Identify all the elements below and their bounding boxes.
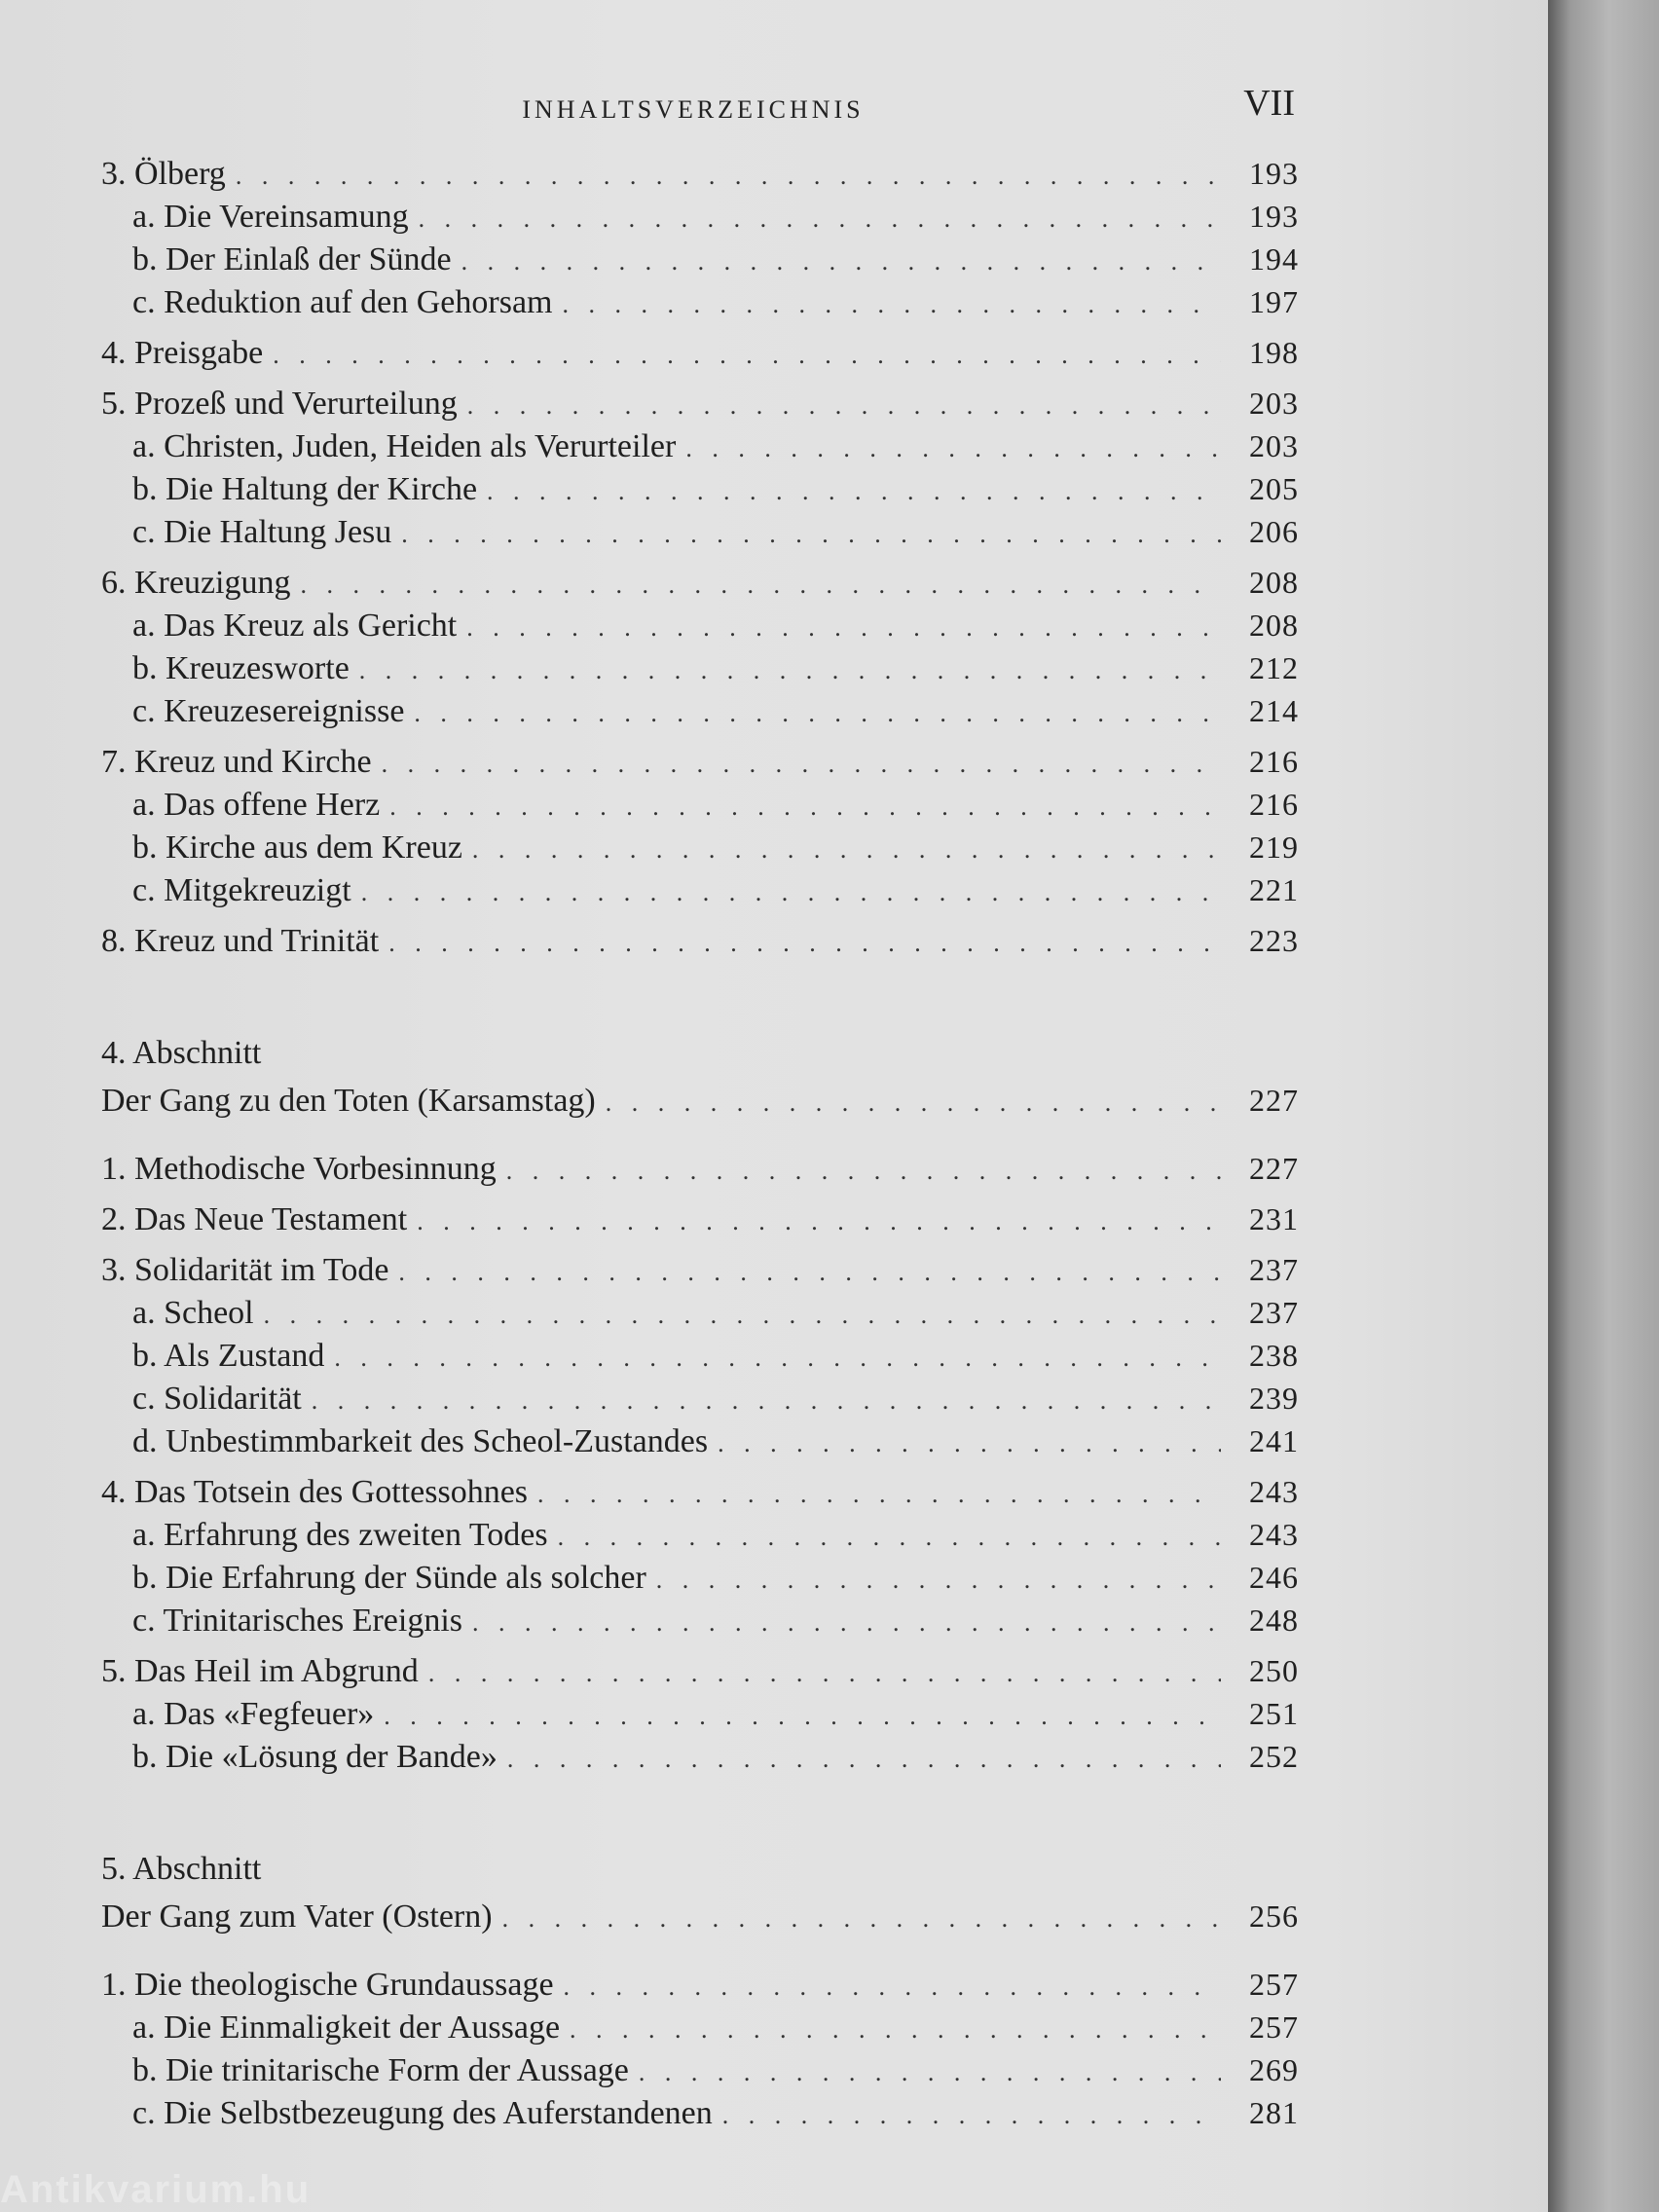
toc-entry[interactable] (101, 565, 1299, 608)
toc-entry[interactable] (101, 1151, 1299, 1194)
book-gutter (1548, 0, 1659, 2212)
toc-entry[interactable] (101, 156, 1299, 199)
dot-leader (467, 391, 1221, 421)
toc-group-continued (101, 156, 1299, 966)
dot-leader (656, 1566, 1221, 1595)
dot-leader (718, 1429, 1221, 1458)
dot-leader (472, 835, 1221, 865)
toc-subentry[interactable] (101, 1739, 1299, 1782)
toc-entry-page: 197 (1249, 284, 1299, 319)
toc-entry-label: 7. Kreuz und Kirche (101, 744, 372, 780)
toc-group-section-5 (101, 1967, 1299, 2138)
toc-entry-page: 203 (1249, 386, 1299, 421)
toc-subentry[interactable] (101, 830, 1299, 872)
toc-entry-label: c. Trinitarisches Ereignis (132, 1603, 463, 1639)
toc-entry-page: 203 (1249, 428, 1299, 463)
dot-leader (502, 1904, 1221, 1934)
toc-entry-page: 198 (1249, 335, 1299, 370)
toc-subentry[interactable] (101, 1517, 1299, 1560)
toc-entry-label: 3. Solidarität im Tode (101, 1252, 389, 1288)
dot-leader (461, 247, 1221, 276)
dot-leader (563, 290, 1222, 319)
dot-leader (487, 477, 1221, 506)
toc-entry-label: 3. Ölberg (101, 156, 226, 192)
toc-subentry[interactable] (101, 241, 1299, 284)
toc-entry-label: a. Das offene Herz (132, 787, 381, 823)
toc-subentry[interactable] (101, 1423, 1299, 1466)
toc-subentry[interactable] (101, 693, 1299, 736)
dot-leader (361, 878, 1221, 907)
toc-entry-page: 194 (1249, 241, 1299, 276)
toc-subentry[interactable] (101, 284, 1299, 327)
dot-leader (639, 2058, 1221, 2087)
toc-entry-label: 6. Kreuzigung (101, 565, 291, 601)
toc-entry-page: 208 (1249, 565, 1299, 600)
toc-entry-label: c. Die Haltung Jesu (132, 514, 392, 550)
running-title: INHALTSVERZEICHNIS (522, 95, 865, 124)
toc-entry-label: 5. Prozeß und Verurteilung (101, 386, 458, 422)
toc-subentry[interactable] (101, 1696, 1299, 1739)
toc-entry-page: 212 (1249, 650, 1299, 685)
toc-entry-page: 246 (1249, 1560, 1299, 1595)
toc-entry-label: 8. Kreuz und Trinität (101, 923, 380, 959)
toc-entry-page: 219 (1249, 830, 1299, 865)
dot-leader (334, 1344, 1221, 1373)
toc-entry-page: 216 (1249, 744, 1299, 779)
toc-subentry[interactable] (101, 1381, 1299, 1423)
dot-leader (414, 699, 1221, 728)
toc-entry-page: 252 (1249, 1739, 1299, 1774)
toc-entry-label: a. Das Kreuz als Gericht (132, 608, 458, 644)
toc-entry-label: a. Christen, Juden, Heiden als Verurteiler (132, 428, 677, 464)
toc-subentry[interactable] (101, 428, 1299, 471)
toc-subentry[interactable] (101, 787, 1299, 830)
toc-entry-label: a. Die Einmaligkeit der Aussage (132, 2009, 561, 2046)
dot-leader (507, 1745, 1221, 1774)
dot-leader (401, 520, 1221, 549)
toc-entry-label: a. Das «Fegfeuer» (132, 1696, 375, 1732)
table-of-contents (101, 156, 1299, 2138)
section-title-4[interactable] (101, 1083, 1299, 1125)
toc-subentry[interactable] (101, 514, 1299, 557)
toc-entry-page: 257 (1249, 1967, 1299, 2002)
toc-entry-page: 241 (1249, 1423, 1299, 1458)
toc-subentry[interactable] (101, 1603, 1299, 1645)
section-heading-5: 5. Abschnitt (101, 1851, 262, 1887)
toc-entry-page: 251 (1249, 1696, 1299, 1731)
toc-entry[interactable] (101, 1653, 1299, 1696)
section-title-5[interactable] (101, 1899, 1299, 1941)
toc-entry-label: Der Gang zum Vater (Ostern) (101, 1899, 493, 1935)
toc-entry-page: 221 (1249, 872, 1299, 907)
toc-entry-label: d. Unbestimmbarkeit des Scheol-Zustandes (132, 1423, 709, 1459)
dot-leader (472, 1608, 1221, 1638)
toc-entry[interactable] (101, 1252, 1299, 1295)
toc-entry-page: 216 (1249, 787, 1299, 822)
toc-entry-page: 193 (1249, 156, 1299, 191)
dot-leader (382, 750, 1221, 779)
toc-entry-page: 227 (1249, 1151, 1299, 1186)
toc-subentry[interactable] (101, 1560, 1299, 1603)
dot-leader (301, 571, 1221, 600)
page-number: VII (1243, 83, 1295, 124)
toc-entry-label: b. Kirche aus dem Kreuz (132, 830, 462, 866)
dot-leader (417, 1207, 1221, 1236)
toc-entry-page: 208 (1249, 608, 1299, 643)
toc-entry[interactable] (101, 386, 1299, 428)
toc-entry-label: c. Reduktion auf den Gehorsam (132, 284, 553, 320)
toc-subentry[interactable] (101, 608, 1299, 650)
dot-leader (537, 1480, 1221, 1509)
watermark: Antikvarium.hu (0, 2168, 312, 2211)
toc-entry-page: 239 (1249, 1381, 1299, 1416)
toc-entry-label: 4. Das Totsein des Gottessohnes (101, 1474, 529, 1510)
toc-entry-page: 257 (1249, 2009, 1299, 2045)
toc-subentry[interactable] (101, 872, 1299, 915)
toc-entry-label: c. Mitgekreuzigt (132, 872, 351, 908)
toc-entry-page: 250 (1249, 1653, 1299, 1688)
dot-leader (312, 1386, 1221, 1416)
dot-leader (236, 162, 1221, 191)
dot-leader (398, 1258, 1221, 1287)
toc-entry-page: 248 (1249, 1603, 1299, 1638)
toc-entry-page: 237 (1249, 1295, 1299, 1330)
toc-entry-page: 223 (1249, 923, 1299, 958)
toc-entry-label: c. Solidarität (132, 1381, 302, 1417)
dot-leader (570, 2015, 1221, 2045)
toc-entry-label: 5. Das Heil im Abgrund (101, 1653, 419, 1689)
toc-entry-page: 193 (1249, 199, 1299, 234)
toc-entry-label: b. Der Einlaß der Sünde (132, 241, 452, 277)
toc-entry-page: 256 (1249, 1899, 1299, 1934)
dot-leader (466, 613, 1221, 643)
toc-entry[interactable] (101, 1967, 1299, 2009)
toc-entry[interactable] (101, 1474, 1299, 1517)
toc-entry-label: b. Die trinitarische Form der Aussage (132, 2052, 629, 2088)
toc-subentry[interactable] (101, 2052, 1299, 2095)
toc-entry-label: a. Scheol (132, 1295, 254, 1331)
toc-entry-label: Der Gang zu den Toten (Karsamstag) (101, 1083, 596, 1119)
toc-entry-page: 205 (1249, 471, 1299, 506)
toc-entry-page: 227 (1249, 1083, 1299, 1118)
toc-entry-page: 238 (1249, 1338, 1299, 1373)
toc-entry-label: a. Die Vereinsamung (132, 199, 409, 235)
toc-entry-page: 243 (1249, 1517, 1299, 1552)
toc-subentry[interactable] (101, 650, 1299, 693)
dot-leader (722, 2101, 1221, 2130)
toc-subentry[interactable] (101, 1338, 1299, 1381)
dot-leader (384, 1702, 1221, 1731)
toc-entry-label: 4. Preisgabe (101, 335, 264, 371)
toc-entry-label: b. Die «Lösung der Bande» (132, 1739, 498, 1775)
dot-leader (606, 1088, 1221, 1118)
toc-entry-page: 214 (1249, 693, 1299, 728)
toc-entry[interactable] (101, 744, 1299, 787)
toc-entry-label: b. Die Erfahrung der Sünde als solcher (132, 1560, 646, 1596)
dot-leader (558, 1523, 1221, 1552)
toc-entry[interactable] (101, 923, 1299, 966)
dot-leader (273, 341, 1221, 370)
toc-entry-label: a. Erfahrung des zweiten Todes (132, 1517, 548, 1553)
toc-entry-label: b. Kreuzesworte (132, 650, 350, 686)
toc-entry-page: 206 (1249, 514, 1299, 549)
toc-entry-label: 1. Die theologische Grundaussage (101, 1967, 554, 2003)
toc-subentry[interactable] (101, 2009, 1299, 2052)
toc-entry-label: 1. Methodische Vorbesinnung (101, 1151, 497, 1187)
toc-subentry[interactable] (101, 2095, 1299, 2138)
dot-leader (506, 1157, 1221, 1186)
toc-entry-page: 269 (1249, 2052, 1299, 2087)
dot-leader (564, 1972, 1221, 2002)
toc-entry-page: 237 (1249, 1252, 1299, 1287)
toc-subentry[interactable] (101, 199, 1299, 241)
dot-leader (685, 434, 1221, 463)
toc-entry-page: 281 (1249, 2095, 1299, 2130)
toc-entry-page: 243 (1249, 1474, 1299, 1509)
dot-leader (388, 929, 1221, 958)
page-header (101, 83, 1295, 146)
toc-group-section-4 (101, 1151, 1299, 1782)
toc-subentry[interactable] (101, 1295, 1299, 1338)
toc-entry[interactable] (101, 1201, 1299, 1244)
dot-leader (359, 656, 1221, 685)
dot-leader (428, 1659, 1221, 1688)
toc-entry-page: 231 (1249, 1201, 1299, 1236)
dot-leader (419, 204, 1221, 234)
toc-entry-label: 2. Das Neue Testament (101, 1201, 408, 1237)
toc-entry-label: c. Kreuzesereignisse (132, 693, 405, 729)
toc-entry-label: b. Als Zustand (132, 1338, 325, 1374)
dot-leader (389, 793, 1221, 822)
toc-entry[interactable] (101, 335, 1299, 378)
dot-leader (264, 1301, 1221, 1330)
toc-subentry[interactable] (101, 471, 1299, 514)
toc-entry-label: b. Die Haltung der Kirche (132, 471, 478, 507)
toc-entry-label: c. Die Selbstbezeugung des Auferstandenen (132, 2095, 713, 2131)
section-heading-4: 4. Abschnitt (101, 1035, 262, 1071)
